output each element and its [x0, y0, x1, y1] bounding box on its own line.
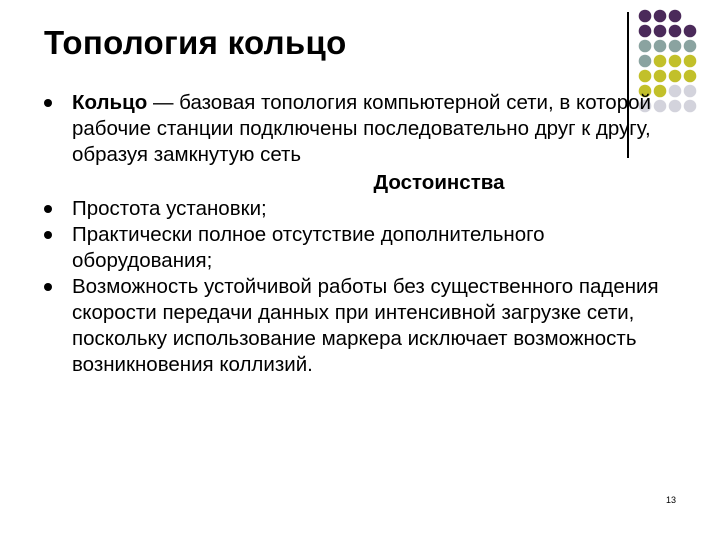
decorative-dot — [684, 40, 697, 53]
decorative-dot — [684, 85, 697, 98]
bullet-list — [44, 90, 684, 378]
list-item-definition — [44, 90, 684, 168]
definition-term: Кольцо — [72, 91, 148, 114]
advantages-heading: Достоинства — [373, 171, 505, 194]
bullet-dot-icon — [44, 99, 52, 107]
bullet-dot-icon — [44, 231, 52, 239]
definition-text: — базовая топология компьютерной сети, в которой рабочие станции подключены последовательно друг к другу, образуя замкнутую сеть — [72, 91, 651, 166]
decorative-dot — [639, 55, 652, 68]
decorative-dot — [684, 70, 697, 83]
decorative-dot — [654, 55, 667, 68]
decorative-dot — [654, 40, 667, 53]
decorative-dot — [684, 100, 697, 113]
decorative-dot — [639, 10, 652, 23]
page-number: 13 — [665, 495, 676, 505]
list-item-advantage — [44, 196, 684, 222]
bullet-dot-icon — [44, 283, 52, 291]
decorative-dot — [654, 70, 667, 83]
decorative-dot — [669, 25, 682, 38]
advantage-text: Простота установки; — [72, 197, 267, 220]
decorative-dot — [654, 10, 667, 23]
list-item-advantage — [44, 274, 684, 378]
decorative-dot — [669, 10, 682, 23]
decorative-dot — [669, 70, 682, 83]
slide-title: Топология кольцо — [44, 24, 347, 61]
decorative-dot — [684, 55, 697, 68]
advantage-text: Возможность устойчивой работы без существенного падения скорости передачи данных при интенсивной загрузке сети, поскольку использование маркера исключает возможность возникновения коллизий. — [72, 275, 659, 376]
decorative-dot — [639, 25, 652, 38]
decorative-dot — [684, 25, 697, 38]
decorative-dot — [639, 40, 652, 53]
decorative-dot — [669, 40, 682, 53]
advantage-text: Практически полное отсутствие дополнительного оборудования; — [72, 223, 545, 272]
list-item-advantage — [44, 222, 684, 274]
decorative-dot — [669, 55, 682, 68]
decorative-dot — [639, 70, 652, 83]
bullet-dot-icon — [44, 205, 52, 213]
decorative-dot — [654, 25, 667, 38]
